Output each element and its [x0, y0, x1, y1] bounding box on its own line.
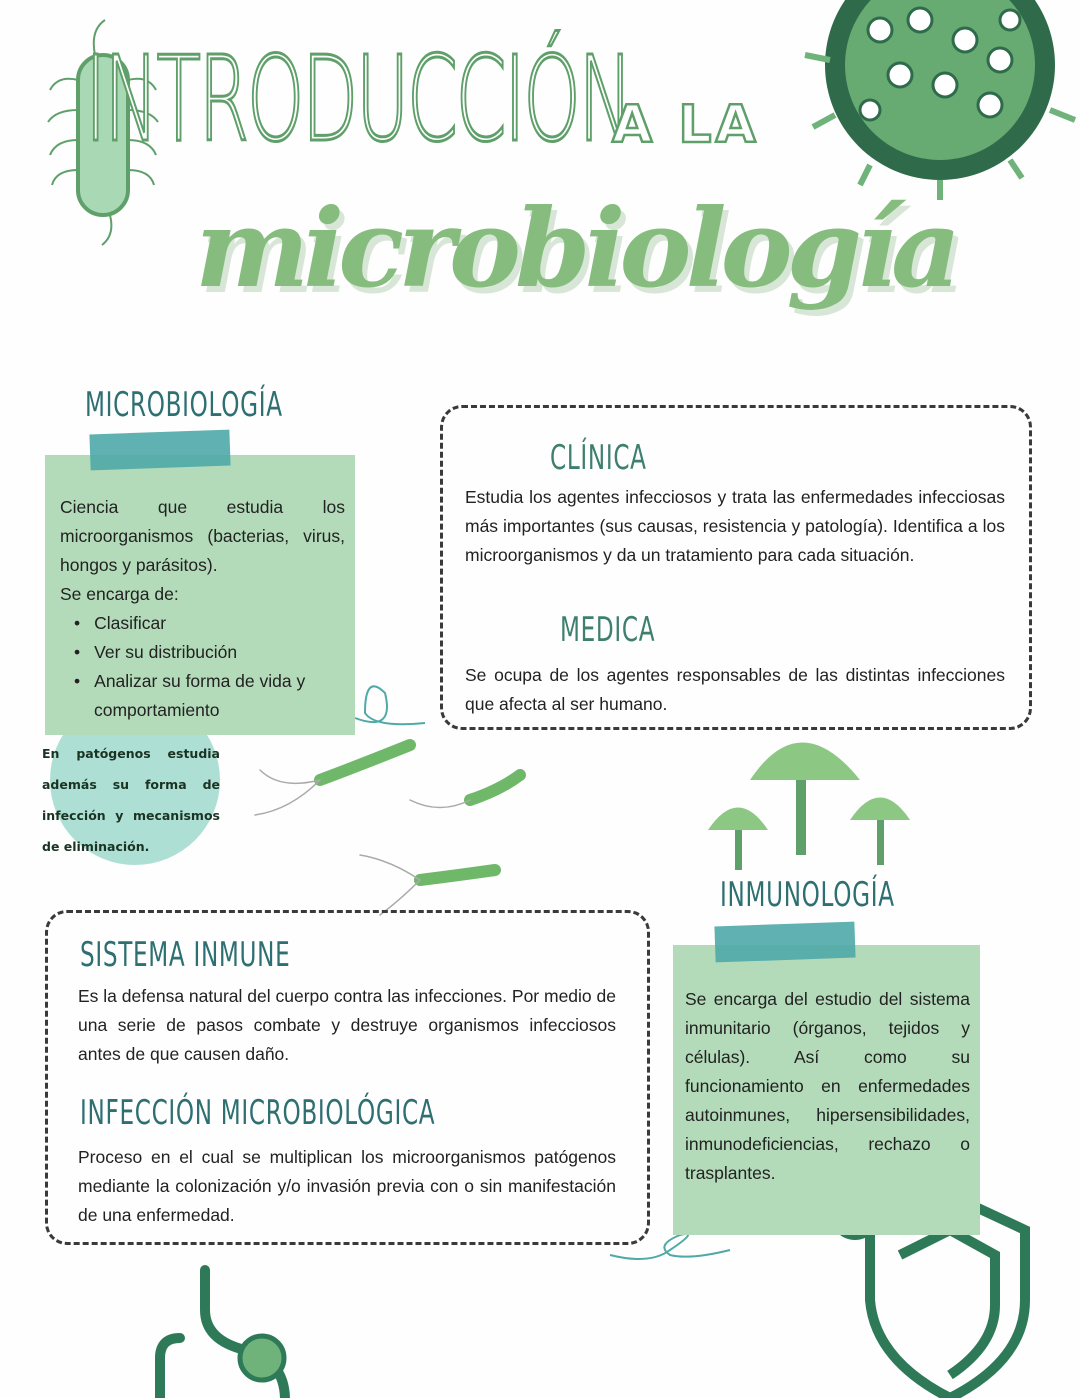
clinica-heading: CLÍNICA [550, 438, 647, 478]
title-a-la: A LA [612, 95, 760, 155]
tape [714, 922, 855, 963]
inmunologia-text: Se encarga del estudio del sistema inmunitario (órganos, tejidos y células). Así como su funcionamiento en enfermedades autoinmunes, hipersensibilidades, inmunodeficiencias, rechazo o trasplantes. [685, 989, 970, 1183]
bacteria-flagella-icon [255, 745, 520, 915]
medica-text: Se ocupa de los agentes responsables de las distintas infecciones que afecta al ser humano. [465, 665, 1005, 714]
medica-heading: MEDICA [560, 610, 656, 650]
note-line: infección y mecanismos [42, 808, 220, 823]
inmunologia-heading: INMUNOLOGÍA [720, 875, 895, 915]
stomach-icon [160, 1270, 285, 1398]
list-item: • Clasificar [60, 609, 345, 638]
microbiologia-text: Ciencia que estudia los microorganismos (bacterias, virus, hongos y parásitos). [60, 497, 345, 575]
microbiologia-body [60, 493, 345, 725]
list-item: • Analizar su forma de vida y comportamiento [60, 667, 345, 725]
sistema-heading: SISTEMA INMUNE [80, 935, 291, 975]
list-item: • Ver su distribución [60, 638, 345, 667]
mushrooms-icon [708, 743, 910, 871]
note-line: En patógenos estudia [42, 746, 220, 761]
note-line: además su forma de [42, 777, 220, 792]
note-line: de eliminación. [42, 839, 150, 854]
infeccion-text: Proceso en el cual se multiplican los microorganismos patógenos mediante la colonización y/o invasión previa con o sin manifestación de una enfermedad. [78, 1147, 616, 1225]
microbiologia-heading: MICROBIOLOGÍA [85, 385, 283, 425]
clinica-text: Estudia los agentes infecciosos y trata las enfermedades infecciosas más importantes (sus causas, resistencia y patología). Identifica a los microorganismos y da un tratamiento para cada situación. [465, 487, 1005, 565]
microbiologia-subtitle: Se encarga de: [60, 584, 179, 604]
tape [89, 430, 230, 471]
virus-icon [805, 0, 1075, 200]
title-microbiologia: microbiología [195, 186, 956, 312]
infeccion-heading: INFECCIÓN MICROBIOLÓGICA [80, 1093, 436, 1133]
title-introduccion: INTRODUCCIÓN [85, 30, 631, 168]
sistema-text: Es la defensa natural del cuerpo contra las infecciones. Por medio de una serie de pasos combate y destruye organismos infecciosos antes de que causen daño. [78, 986, 616, 1064]
note [42, 738, 220, 862]
